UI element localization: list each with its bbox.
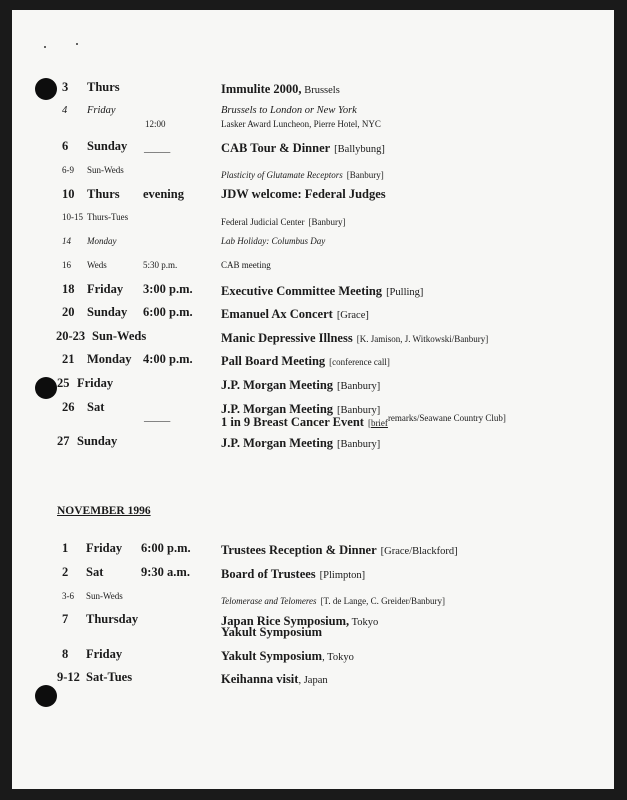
schedule-row (0, 188, 627, 208)
row-event (221, 566, 365, 582)
row-event (221, 81, 340, 97)
row-weekday: Thursday (86, 612, 139, 626)
schedule-row (0, 166, 627, 186)
row-time: evening (143, 187, 184, 201)
row-time: 12:00 (145, 119, 166, 129)
event-title: Plasticity of Glutamate Receptors (221, 170, 343, 180)
row-day: 10-15 (62, 212, 83, 222)
row-day: 2 (62, 565, 69, 579)
row-weekday: Sunday (87, 305, 128, 319)
event-note: [Ballybung] (334, 144, 385, 155)
event-note: [conference call] (329, 357, 390, 367)
row-event: Lab Holiday: Columbus Day (221, 236, 326, 246)
event-location: , Tokyo (322, 652, 354, 663)
row-weekday: Friday (86, 541, 123, 555)
event-note: [Banbury] (337, 405, 381, 416)
schedule-row (0, 435, 627, 455)
row-weekday: Weds (87, 260, 107, 270)
schedule-row (0, 283, 627, 303)
row-day: 10 (62, 187, 75, 201)
row-weekday: Sun-Weds (86, 591, 123, 601)
event-title: 1 in 9 Breast Cancer Event (221, 415, 364, 429)
row-weekday: Thurs (87, 187, 120, 201)
row-weekday: Sun-Weds (87, 165, 124, 175)
schedule-row (0, 213, 627, 233)
row-day: 8 (62, 647, 69, 661)
row-day: 1 (62, 541, 69, 555)
event-note: [Banbury] (346, 170, 384, 180)
row-event (221, 213, 345, 229)
schedule-row (0, 648, 627, 668)
event-note: [Banbury] (337, 439, 381, 450)
row-event (221, 648, 354, 664)
event-location: Tokyo (349, 617, 379, 628)
row-day: 3-6 (62, 591, 74, 601)
row-event: Brussels to London or New York (221, 105, 357, 116)
blank-line: _____ (144, 412, 171, 423)
event-title: Pall Board Meeting (221, 354, 326, 368)
row-event (221, 140, 385, 156)
event-title: Trustees Reception & Dinner (221, 543, 377, 557)
event-title: J.P. Morgan Meeting (221, 436, 334, 450)
schedule-row (0, 626, 627, 646)
row-weekday: Sunday (77, 434, 118, 448)
note-rest: remarks/Seawane Country Club] (387, 413, 506, 423)
row-day: 18 (62, 282, 75, 296)
row-day: 20 (62, 305, 75, 319)
month-heading-row (0, 506, 627, 526)
event-title: Manic Depressive Illness (221, 331, 353, 345)
event-title: Emanuel Ax Concert (221, 307, 333, 321)
row-event (221, 413, 506, 430)
schedule-row (0, 353, 627, 373)
row-event: Lasker Award Luncheon, Pierre Hotel, NYC (221, 119, 381, 129)
schedule-row (0, 377, 627, 397)
schedule-row (0, 414, 627, 434)
event-note: [T. de Lange, C. Greider/Banbury] (320, 596, 446, 606)
speck (76, 43, 78, 45)
schedule-row (0, 671, 627, 691)
row-event: Yakult Symposium (221, 625, 323, 639)
event-title: Yakult Symposium (221, 649, 323, 663)
event-note: [K. Jamison, J. Witkowski/Banbury] (356, 334, 489, 344)
note-underlined: brief (370, 418, 388, 428)
row-event (221, 592, 445, 608)
row-weekday: Monday (87, 352, 132, 366)
row-time: 6:00 p.m. (141, 541, 191, 555)
row-weekday: Thurs (87, 80, 120, 94)
row-day: 9-12 (57, 670, 80, 684)
row-event (221, 377, 380, 393)
event-location: , Japan (298, 675, 328, 686)
row-day: 25 (57, 376, 70, 390)
row-day: 20-23 (56, 329, 86, 343)
schedule-row (0, 140, 627, 160)
row-weekday: Monday (87, 236, 117, 246)
schedule-row (0, 306, 627, 326)
row-event: JDW welcome: Federal Judges (221, 187, 386, 201)
row-weekday: Sat (86, 565, 104, 579)
event-note: [Banbury] (337, 381, 381, 392)
schedule-row (0, 592, 627, 612)
event-title: Board of Trustees (221, 567, 316, 581)
blank-line: _____ (144, 143, 171, 154)
row-day: 16 (62, 260, 71, 270)
speck (44, 46, 46, 48)
row-event: CAB meeting (221, 260, 271, 270)
event-title: Executive Committee Meeting (221, 284, 383, 298)
schedule-row (0, 330, 627, 350)
row-event (221, 283, 423, 299)
schedule-row (0, 261, 627, 281)
event-note: [brief remarks/Seawane Country Club] (367, 413, 506, 428)
event-note: [Grace/Blackford] (380, 546, 458, 557)
event-note: [Plimpton] (319, 570, 366, 581)
row-day: 27 (57, 434, 70, 448)
event-note: [Banbury] (308, 217, 346, 227)
row-event (221, 435, 380, 451)
row-time: 6:00 p.m. (143, 305, 193, 319)
event-title: Keihanna visit (221, 672, 299, 686)
event-title: Japan Rice Symposium, (221, 614, 350, 628)
event-note: [Grace] (336, 310, 369, 321)
row-event (221, 671, 328, 687)
row-weekday: Thurs-Tues (87, 212, 129, 222)
row-weekday: Sat-Tues (86, 670, 133, 684)
row-day: 6-9 (62, 165, 74, 175)
row-day: 14 (62, 236, 71, 246)
row-time: 4:00 p.m. (143, 352, 193, 366)
row-day: 21 (62, 352, 75, 366)
row-day: 3 (62, 80, 69, 94)
row-time: 3:00 p.m. (143, 282, 193, 296)
row-weekday: Sat (87, 400, 105, 414)
row-day: 4 (62, 105, 68, 116)
row-time: 9:30 a.m. (141, 565, 190, 579)
row-event (221, 542, 458, 558)
row-weekday: Sunday (87, 139, 128, 153)
row-weekday: Sun-Weds (92, 329, 147, 343)
event-title: CAB Tour & Dinner (221, 141, 331, 155)
schedule-row (0, 237, 627, 257)
row-weekday: Friday (86, 647, 123, 661)
schedule-row (0, 542, 627, 562)
schedule-row (0, 81, 627, 101)
row-event (221, 166, 384, 182)
row-event (221, 306, 369, 322)
schedule-row (0, 120, 627, 140)
row-weekday: Friday (87, 282, 124, 296)
row-weekday: Friday (87, 105, 116, 116)
row-day: 6 (62, 139, 69, 153)
row-day: 26 (62, 400, 75, 414)
event-location: Brussels (301, 85, 340, 96)
event-title: Telomerase and Telomeres (221, 596, 317, 606)
row-weekday: Friday (77, 376, 114, 390)
schedule-row (0, 566, 627, 586)
month-heading: NOVEMBER 1996 (57, 505, 151, 517)
row-event (221, 353, 390, 369)
event-title: J.P. Morgan Meeting (221, 378, 334, 392)
event-note: [Pulling] (386, 287, 424, 298)
row-day: 7 (62, 612, 69, 626)
row-time: 5:30 p.m. (143, 260, 178, 270)
event-title: J.P. Morgan Meeting (221, 402, 334, 416)
row-event (221, 330, 488, 346)
event-title: Federal Judicial Center (221, 217, 305, 227)
event-title: Immulite 2000, (221, 82, 302, 96)
